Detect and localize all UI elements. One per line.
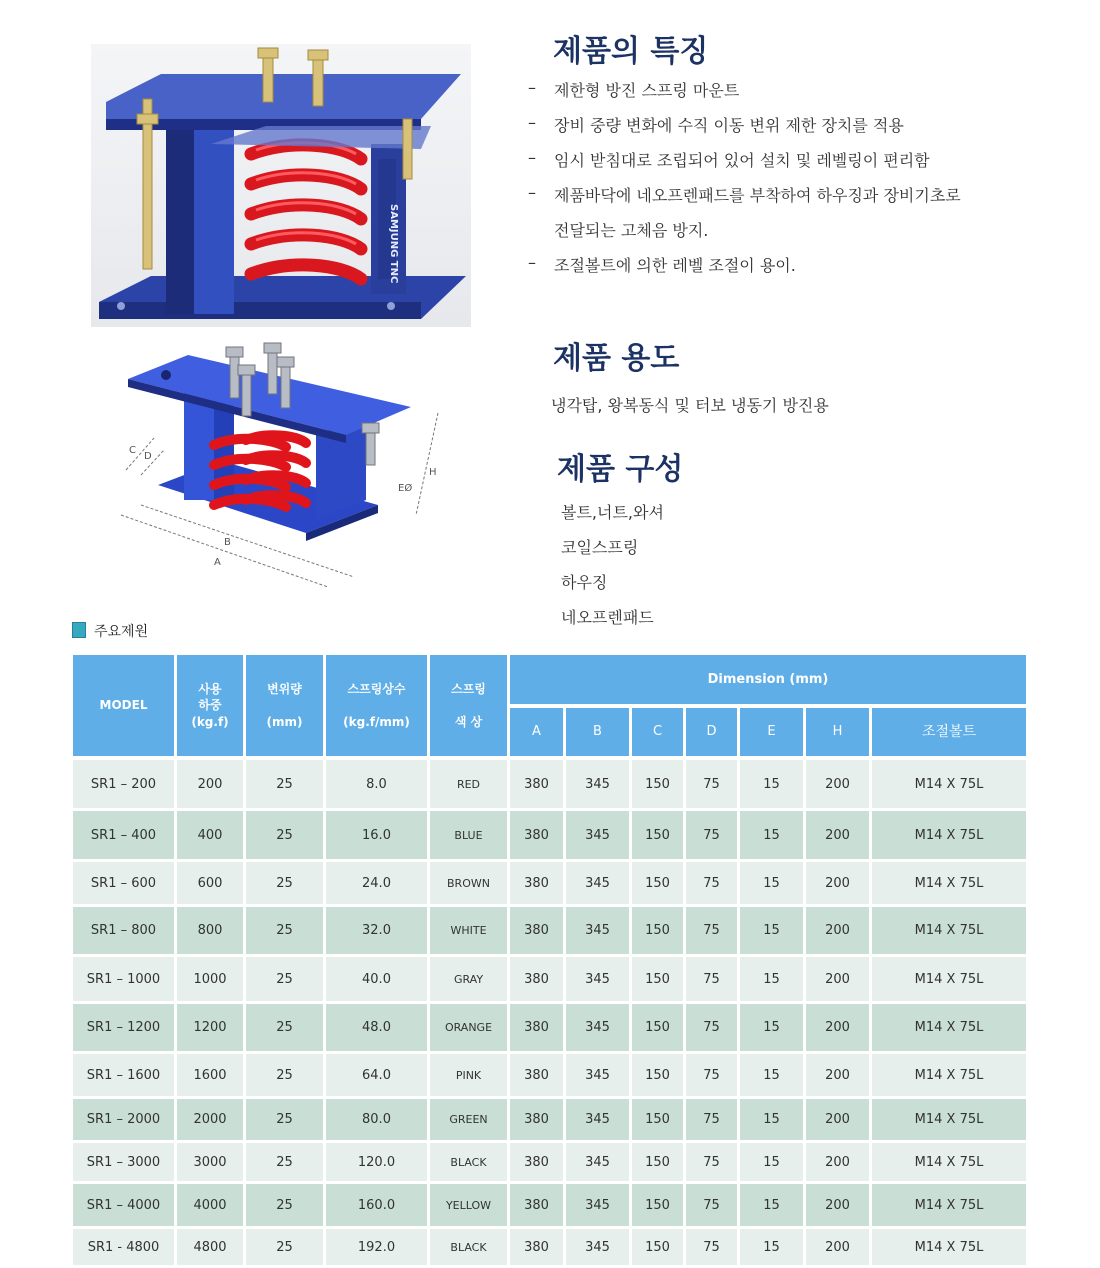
cell-dim-h: 200 [806, 1184, 869, 1226]
cell-dim-a: 380 [510, 862, 563, 904]
cell-adjust-bolt: M14 X 75L [872, 907, 1026, 954]
cell-displacement: 25 [246, 811, 323, 859]
table-row [73, 957, 1026, 1001]
cell-load: 2000 [177, 1099, 243, 1140]
cell-dim-d: 75 [686, 862, 737, 904]
cell-adjust-bolt: M14 X 75L [872, 1229, 1026, 1265]
cell-dim-h: 200 [806, 1054, 869, 1096]
cell-model: SR1 – 600 [73, 862, 174, 904]
dimension-diagram [96, 335, 456, 615]
cell-dim-e: 15 [740, 1054, 803, 1096]
cell-displacement: 25 [246, 760, 323, 808]
dim-e-label: EØ [398, 483, 413, 494]
cell-dim-h: 200 [806, 907, 869, 954]
cell-displacement: 25 [246, 1143, 323, 1181]
cell-adjust-bolt: M14 X 75L [872, 1099, 1026, 1140]
cell-dim-a: 380 [510, 957, 563, 1001]
composition-item: 코일스프링 [561, 538, 639, 557]
cell-adjust-bolt: M14 X 75L [872, 1143, 1026, 1181]
cell-load: 200 [177, 760, 243, 808]
cell-spring-constant: 48.0 [326, 1004, 427, 1051]
cell-model: SR1 – 200 [73, 760, 174, 808]
dim-h-label: H [429, 467, 437, 478]
table-row [73, 1143, 1026, 1181]
cell-dim-e: 15 [740, 760, 803, 808]
cell-dim-a: 380 [510, 1054, 563, 1096]
cell-dim-b: 345 [566, 1054, 629, 1096]
cell-dim-e: 15 [740, 907, 803, 954]
cell-dim-e: 15 [740, 1143, 803, 1181]
cell-dim-d: 75 [686, 957, 737, 1001]
cell-load: 3000 [177, 1143, 243, 1181]
cell-displacement: 25 [246, 957, 323, 1001]
cell-dim-c: 150 [632, 1184, 683, 1226]
feature-dash: – [528, 183, 536, 202]
cell-spring-constant: 24.0 [326, 862, 427, 904]
cell-load: 400 [177, 811, 243, 859]
cell-load: 4000 [177, 1184, 243, 1226]
cell-dim-b: 345 [566, 811, 629, 859]
cell-load: 4800 [177, 1229, 243, 1265]
feature-text: 임시 받침대로 조립되어 있어 설치 및 레벨링이 편리함 [554, 151, 930, 170]
table-row [73, 1099, 1026, 1140]
header-dim-e: E [740, 708, 803, 756]
cell-dim-e: 15 [740, 862, 803, 904]
feature-item [528, 253, 1048, 275]
cell-dim-a: 380 [510, 1143, 563, 1181]
cell-dim-h: 200 [806, 1004, 869, 1051]
cell-dim-d: 75 [686, 1143, 737, 1181]
cell-dim-e: 15 [740, 1099, 803, 1140]
cell-dim-d: 75 [686, 1184, 737, 1226]
product-photo [91, 44, 471, 327]
cell-load: 800 [177, 907, 243, 954]
cell-dim-h: 200 [806, 811, 869, 859]
cell-dim-c: 150 [632, 1099, 683, 1140]
cell-model: SR1 – 1600 [73, 1054, 174, 1096]
usage-text: 냉각탑, 왕복동식 및 터보 냉동기 방진용 [551, 396, 829, 415]
cell-dim-e: 15 [740, 1184, 803, 1226]
cell-model: SR1 - 4800 [73, 1229, 174, 1265]
cell-spring-color: GRAY [430, 957, 507, 1001]
cell-dim-c: 150 [632, 1054, 683, 1096]
feature-text: 장비 중량 변화에 수직 이동 변위 제한 장치를 적용 [554, 116, 904, 135]
table-row [73, 811, 1026, 859]
header-dim-d: D [686, 708, 737, 756]
feature-continuation [528, 218, 1048, 240]
table-row [73, 1004, 1026, 1051]
table-row [73, 1054, 1026, 1096]
cell-displacement: 25 [246, 907, 323, 954]
cell-adjust-bolt: M14 X 75L [872, 1054, 1026, 1096]
header-dim-h: H [806, 708, 869, 756]
cell-model: SR1 – 1000 [73, 957, 174, 1001]
section-label: 주요제원 [94, 624, 149, 640]
cell-dim-b: 345 [566, 1229, 629, 1265]
cell-adjust-bolt: M14 X 75L [872, 1184, 1026, 1226]
cell-displacement: 25 [246, 862, 323, 904]
cell-dim-d: 75 [686, 907, 737, 954]
composition-item: 네오프렌패드 [561, 608, 654, 627]
cell-dim-e: 15 [740, 957, 803, 1001]
cell-model: SR1 – 4000 [73, 1184, 174, 1226]
cell-dim-c: 150 [632, 907, 683, 954]
table-row [73, 760, 1026, 808]
header-dim-c: C [632, 708, 683, 756]
cell-dim-c: 150 [632, 1143, 683, 1181]
dim-b-label: B [224, 537, 231, 548]
cell-dim-h: 200 [806, 957, 869, 1001]
header-spring-color: 스프링 색 상 [430, 655, 507, 756]
cell-model: SR1 – 1200 [73, 1004, 174, 1051]
cell-model: SR1 – 400 [73, 811, 174, 859]
cell-spring-constant: 16.0 [326, 811, 427, 859]
cell-dim-h: 200 [806, 760, 869, 808]
header-displacement: 변위량 (mm) [246, 655, 323, 756]
cell-spring-color: WHITE [430, 907, 507, 954]
cell-dim-a: 380 [510, 1004, 563, 1051]
cell-spring-constant: 8.0 [326, 760, 427, 808]
dim-d-label: D [144, 451, 152, 462]
cell-dim-b: 345 [566, 862, 629, 904]
cell-spring-color: BLACK [430, 1229, 507, 1265]
cell-dim-d: 75 [686, 1229, 737, 1265]
cell-dim-a: 380 [510, 907, 563, 954]
cell-dim-a: 380 [510, 1099, 563, 1140]
cell-spring-constant: 120.0 [326, 1143, 427, 1181]
cell-displacement: 25 [246, 1184, 323, 1226]
cell-dim-e: 15 [740, 1229, 803, 1265]
cell-dim-d: 75 [686, 1004, 737, 1051]
cell-model: SR1 – 3000 [73, 1143, 174, 1181]
brand-text: SAMJUNG TNC [388, 204, 399, 284]
usage-title: 제품 용도 [553, 341, 680, 376]
composition-title: 제품 구성 [557, 452, 684, 487]
cell-spring-color: BLUE [430, 811, 507, 859]
feature-text: 제한형 방진 스프링 마운트 [554, 81, 740, 100]
section-marker-icon [72, 622, 86, 638]
cell-spring-color: RED [430, 760, 507, 808]
cell-load: 600 [177, 862, 243, 904]
cell-dim-c: 150 [632, 957, 683, 1001]
feature-dash: – [528, 113, 536, 132]
cell-spring-color: PINK [430, 1054, 507, 1096]
cell-dim-d: 75 [686, 1099, 737, 1140]
cell-dim-b: 345 [566, 1143, 629, 1181]
table-row [73, 1229, 1026, 1265]
feature-text: 제품바닥에 네오프렌패드를 부착하여 하우징과 장비기초로 [554, 186, 961, 205]
cell-dim-h: 200 [806, 1143, 869, 1181]
feature-continuation-text: 전달되는 고체음 방지. [554, 221, 709, 240]
cell-dim-b: 345 [566, 1099, 629, 1140]
cell-adjust-bolt: M14 X 75L [872, 760, 1026, 808]
cell-load: 1000 [177, 957, 243, 1001]
cell-dim-h: 200 [806, 862, 869, 904]
cell-spring-constant: 160.0 [326, 1184, 427, 1226]
cell-dim-c: 150 [632, 811, 683, 859]
cell-dim-c: 150 [632, 1004, 683, 1051]
feature-item [528, 183, 1048, 205]
cell-displacement: 25 [246, 1004, 323, 1051]
feature-item [528, 78, 1048, 100]
composition-item: 볼트,너트,와셔 [561, 503, 664, 522]
cell-dim-d: 75 [686, 811, 737, 859]
cell-spring-constant: 64.0 [326, 1054, 427, 1096]
cell-model: SR1 – 800 [73, 907, 174, 954]
cell-adjust-bolt: M14 X 75L [872, 957, 1026, 1001]
table-row [73, 1184, 1026, 1226]
cell-dim-b: 345 [566, 907, 629, 954]
cell-load: 1600 [177, 1054, 243, 1096]
cell-dim-a: 380 [510, 1184, 563, 1226]
header-dim-b: B [566, 708, 629, 756]
cell-adjust-bolt: M14 X 75L [872, 811, 1026, 859]
cell-spring-color: BLACK [430, 1143, 507, 1181]
feature-item [528, 113, 1048, 135]
cell-spring-constant: 80.0 [326, 1099, 427, 1140]
cell-dim-e: 15 [740, 1004, 803, 1051]
feature-dash: – [528, 148, 536, 167]
cell-displacement: 25 [246, 1054, 323, 1096]
cell-spring-constant: 40.0 [326, 957, 427, 1001]
cell-spring-color: YELLOW [430, 1184, 507, 1226]
cell-displacement: 25 [246, 1099, 323, 1140]
header-dimension: Dimension (mm) [510, 655, 1026, 704]
cell-dim-a: 380 [510, 811, 563, 859]
cell-model: SR1 – 2000 [73, 1099, 174, 1140]
header-model: MODEL [73, 655, 174, 756]
cell-spring-color: BROWN [430, 862, 507, 904]
cell-adjust-bolt: M14 X 75L [872, 1004, 1026, 1051]
feature-item [528, 148, 1048, 170]
feature-text: 조절볼트에 의한 레벨 조절이 용이. [554, 256, 796, 275]
header-spring-constant: 스프링상수 (kg.f/mm) [326, 655, 427, 756]
cell-dim-c: 150 [632, 760, 683, 808]
table-row [73, 907, 1026, 954]
cell-dim-b: 345 [566, 760, 629, 808]
cell-dim-b: 345 [566, 1184, 629, 1226]
cell-displacement: 25 [246, 1229, 323, 1265]
cell-load: 1200 [177, 1004, 243, 1051]
cell-dim-b: 345 [566, 1004, 629, 1051]
header-dim-a: A [510, 708, 563, 756]
cell-dim-a: 380 [510, 760, 563, 808]
cell-dim-c: 150 [632, 862, 683, 904]
cell-dim-d: 75 [686, 1054, 737, 1096]
dim-a-label: A [214, 557, 221, 568]
dim-c-label: C [129, 445, 136, 456]
cell-dim-e: 15 [740, 811, 803, 859]
cell-dim-h: 200 [806, 1229, 869, 1265]
table-row [73, 862, 1026, 904]
feature-dash: – [528, 253, 536, 272]
composition-item: 하우징 [561, 573, 608, 592]
cell-spring-color: ORANGE [430, 1004, 507, 1051]
cell-adjust-bolt: M14 X 75L [872, 862, 1026, 904]
cell-dim-c: 150 [632, 1229, 683, 1265]
cell-spring-constant: 192.0 [326, 1229, 427, 1265]
cell-spring-constant: 32.0 [326, 907, 427, 954]
cell-dim-h: 200 [806, 1099, 869, 1140]
cell-dim-b: 345 [566, 957, 629, 1001]
cell-spring-color: GREEN [430, 1099, 507, 1140]
cell-dim-a: 380 [510, 1229, 563, 1265]
features-title: 제품의 특징 [553, 34, 709, 69]
header-adjust-bolt: 조절볼트 [872, 708, 1026, 756]
cell-dim-d: 75 [686, 760, 737, 808]
feature-dash: – [528, 78, 536, 97]
header-load: 사용 하중 (kg.f) [177, 655, 243, 756]
